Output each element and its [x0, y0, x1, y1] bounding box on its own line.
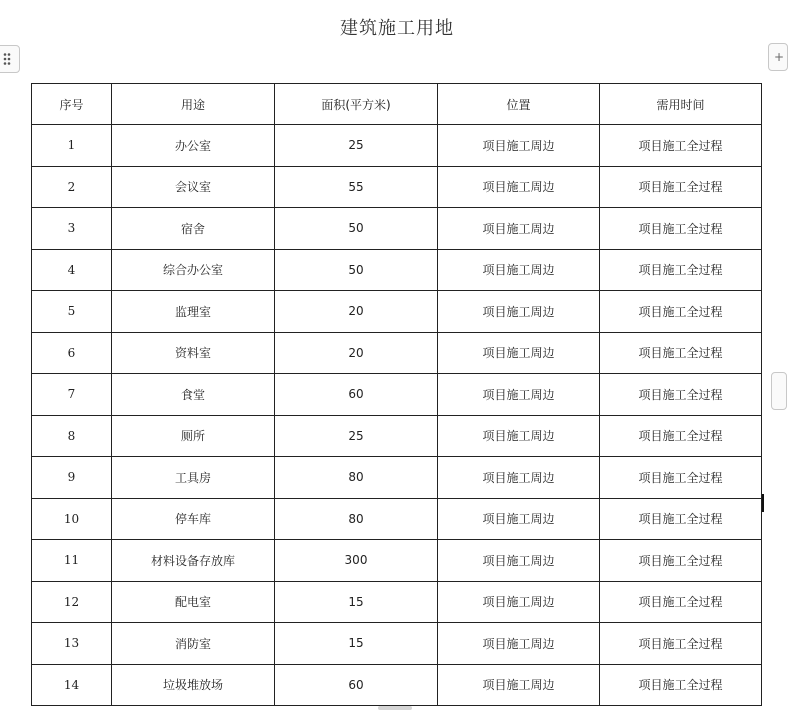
table-header-row: [32, 84, 762, 125]
cell-time: 项目施工全过程: [600, 540, 762, 582]
cell-seq: 1: [32, 125, 112, 167]
table-row: [32, 166, 762, 208]
cell-time: 项目施工全过程: [600, 208, 762, 250]
cell-use: 办公室: [112, 125, 275, 167]
cell-location: 项目施工周边: [438, 249, 600, 291]
text-cursor: [762, 494, 764, 512]
cell-location: 项目施工周边: [438, 498, 600, 540]
cell-use: 消防室: [112, 623, 275, 665]
table-row: [32, 664, 762, 706]
cell-area: 25: [275, 415, 438, 457]
cell-location: 项目施工周边: [438, 208, 600, 250]
document-title: 建筑施工用地: [340, 18, 454, 39]
cell-location: 项目施工周边: [438, 457, 600, 499]
cell-location: 项目施工周边: [438, 166, 600, 208]
cell-seq: 10: [32, 498, 112, 540]
header-location: 位置: [438, 84, 600, 125]
table-row: [32, 249, 762, 291]
table-row: [32, 498, 762, 540]
add-column-button[interactable]: +: [768, 43, 788, 71]
cell-location: 项目施工周边: [438, 332, 600, 374]
cell-seq: 11: [32, 540, 112, 582]
header-time: 需用时间: [600, 84, 762, 125]
cell-use: 工具房: [112, 457, 275, 499]
cell-use: 资料室: [112, 332, 275, 374]
cell-seq: 7: [32, 374, 112, 416]
header-use: 用途: [112, 84, 275, 125]
cell-use: 食堂: [112, 374, 275, 416]
cell-area: 80: [275, 457, 438, 499]
cell-use: 材料设备存放库: [112, 540, 275, 582]
table-row: [32, 623, 762, 665]
land-use-table: [31, 83, 762, 706]
cell-use: 会议室: [112, 166, 275, 208]
cell-time: 项目施工全过程: [600, 291, 762, 333]
cell-area: 50: [275, 208, 438, 250]
horizontal-scrollbar[interactable]: [378, 706, 412, 710]
cell-use: 综合办公室: [112, 249, 275, 291]
table-row: [32, 457, 762, 499]
cell-use: 厕所: [112, 415, 275, 457]
cell-area: 55: [275, 166, 438, 208]
cell-time: 项目施工全过程: [600, 374, 762, 416]
cell-time: 项目施工全过程: [600, 581, 762, 623]
cell-area: 50: [275, 249, 438, 291]
table-row: [32, 208, 762, 250]
cell-location: 项目施工周边: [438, 623, 600, 665]
cell-area: 25: [275, 125, 438, 167]
table-row: [32, 332, 762, 374]
cell-location: 项目施工周边: [438, 125, 600, 167]
cell-area: 20: [275, 332, 438, 374]
cell-time: 项目施工全过程: [600, 415, 762, 457]
cell-location: 项目施工周边: [438, 291, 600, 333]
header-seq: 序号: [32, 84, 112, 125]
resize-handle[interactable]: [771, 372, 787, 410]
table-row: [32, 415, 762, 457]
cell-seq: 8: [32, 415, 112, 457]
block-drag-handle[interactable]: [0, 45, 20, 73]
cell-time: 项目施工全过程: [600, 498, 762, 540]
table-row: [32, 374, 762, 416]
cell-time: 项目施工全过程: [600, 332, 762, 374]
cell-location: 项目施工周边: [438, 664, 600, 706]
cell-time: 项目施工全过程: [600, 664, 762, 706]
cell-use: 垃圾堆放场: [112, 664, 275, 706]
cell-seq: 14: [32, 664, 112, 706]
cell-location: 项目施工周边: [438, 415, 600, 457]
cell-time: 项目施工全过程: [600, 623, 762, 665]
cell-time: 项目施工全过程: [600, 125, 762, 167]
cell-area: 60: [275, 374, 438, 416]
cell-seq: 5: [32, 291, 112, 333]
cell-use: 配电室: [112, 581, 275, 623]
cell-seq: 9: [32, 457, 112, 499]
cell-seq: 13: [32, 623, 112, 665]
grip-dots-icon: [2, 52, 12, 66]
cell-area: 15: [275, 623, 438, 665]
cell-seq: 12: [32, 581, 112, 623]
cell-time: 项目施工全过程: [600, 166, 762, 208]
cell-seq: 6: [32, 332, 112, 374]
cell-seq: 3: [32, 208, 112, 250]
table-row: [32, 125, 762, 167]
cell-location: 项目施工周边: [438, 540, 600, 582]
cell-time: 项目施工全过程: [600, 457, 762, 499]
cell-location: 项目施工周边: [438, 581, 600, 623]
table-row: [32, 581, 762, 623]
cell-location: 项目施工周边: [438, 374, 600, 416]
cell-area: 15: [275, 581, 438, 623]
header-area: 面积(平方米): [275, 84, 438, 125]
cell-area: 300: [275, 540, 438, 582]
cell-area: 20: [275, 291, 438, 333]
table-row: [32, 540, 762, 582]
cell-area: 80: [275, 498, 438, 540]
table-row: [32, 291, 762, 333]
cell-use: 停车库: [112, 498, 275, 540]
cell-seq: 2: [32, 166, 112, 208]
cell-use: 宿舍: [112, 208, 275, 250]
cell-area: 60: [275, 664, 438, 706]
cell-time: 项目施工全过程: [600, 249, 762, 291]
cell-seq: 4: [32, 249, 112, 291]
cell-use: 监理室: [112, 291, 275, 333]
